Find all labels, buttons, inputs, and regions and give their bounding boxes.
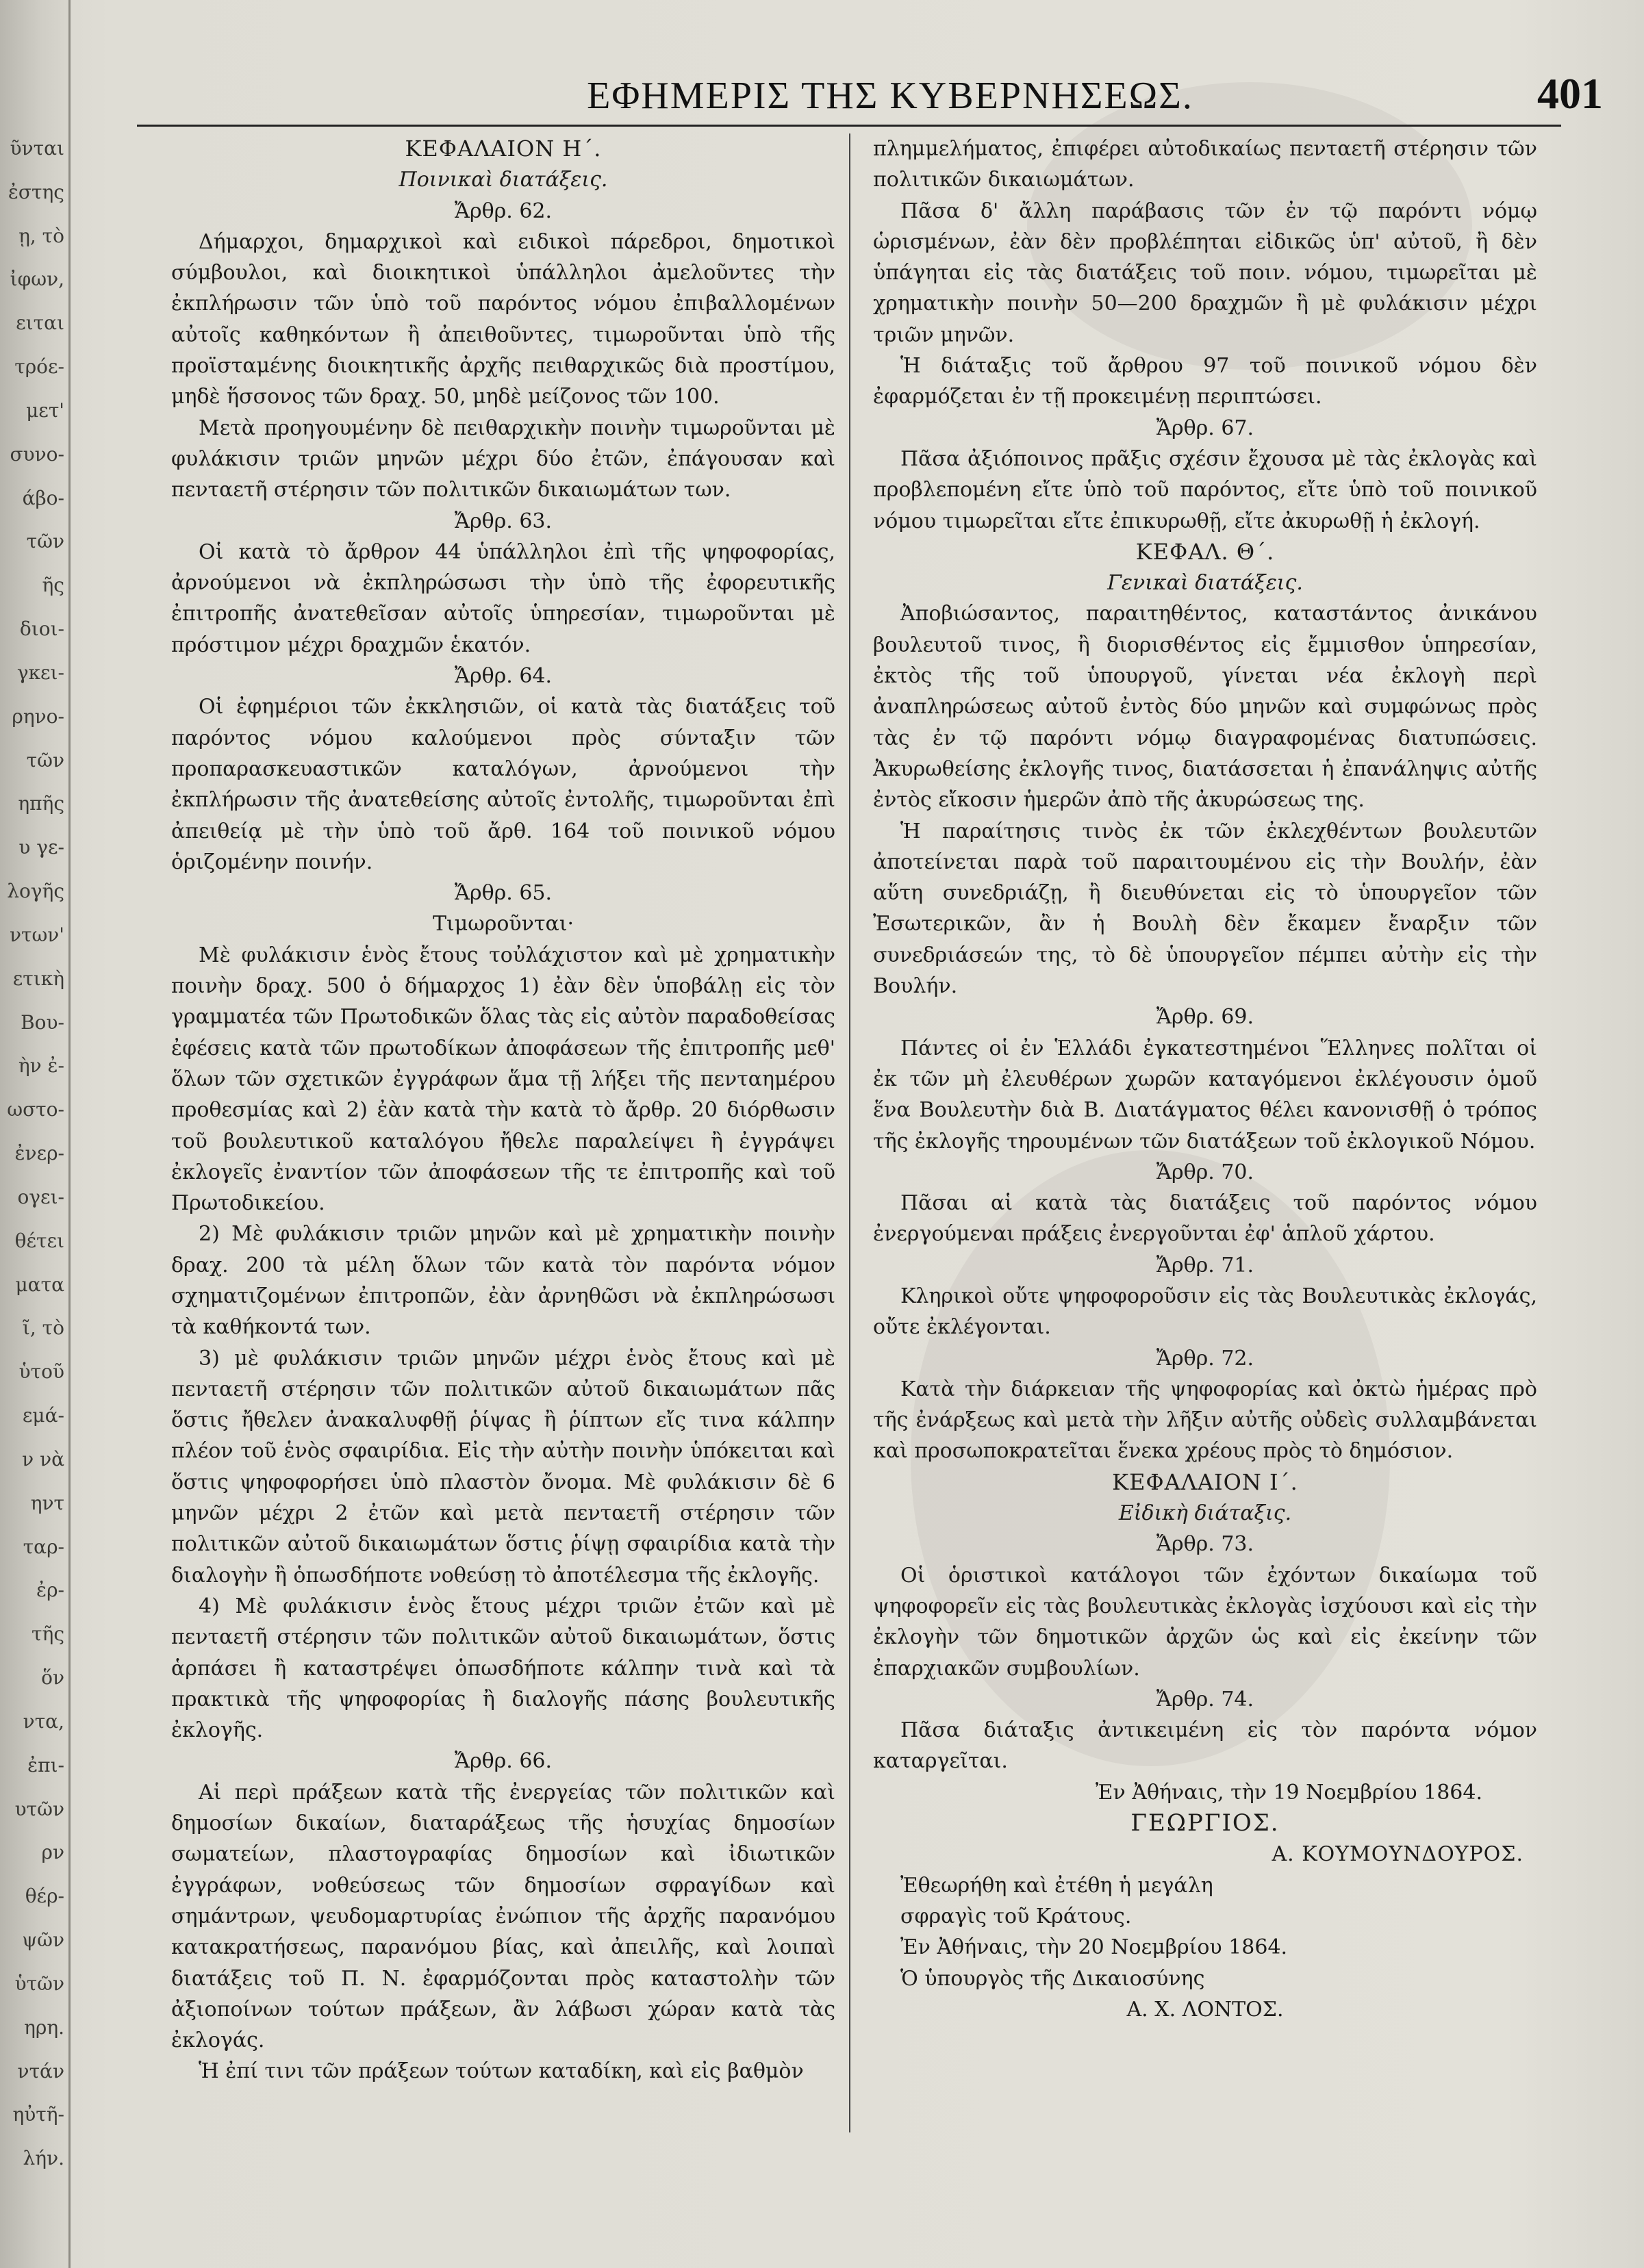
spine-text-fragment: μετ'	[26, 398, 64, 422]
spine-text-fragment: λήν.	[23, 2147, 64, 2170]
spine-text-fragment: ηπῆς	[18, 792, 64, 815]
spine-text-fragment: ῃ, τὸ	[18, 224, 64, 247]
article-paragraph: Πᾶσαι αἱ κατὰ τὰς διατάξεις τοῦ παρόντος νόμου ἐνεργούμεναι πράξεις ἐνεργοῦνται ἐφ' ἁπλοῦ χάρτου.	[873, 1191, 1537, 1247]
article-paragraph: Πᾶσα δ' ἄλλη παράβασις τῶν ἐν τῷ παρόντι νόμῳ ὡρισμένων, ἐὰν δὲν προβλέπηται εἰδικῶς ὑπ' αὐτοῦ, ἢ δὲν ὑπάγηται εἰς τὰς διατάξεις τοῦ ποιν. νόμου, τιμωρεῖται μὲ χρηματικὴν ποινὴν 50—200 δραχμῶν ἢ μὲ φυλάκισιν μέχρι τριῶν μηνῶν.	[873, 199, 1537, 347]
article-heading: Ἄρθρ. 66.	[454, 1749, 553, 1774]
spine-text-fragment: εμά-	[22, 1404, 64, 1427]
left-column	[171, 133, 835, 2087]
chapter-heading: ΚΕΦΑΛΑΙΟΝ Η΄.	[405, 136, 602, 162]
spine-text-fragment: γκει-	[16, 661, 64, 684]
article-lead: Τιμωροῦνται·	[432, 912, 574, 936]
spine-text-fragment: ωστο-	[7, 1098, 64, 1121]
article-heading: Ἄρθρ. 74.	[1156, 1687, 1254, 1711]
article-paragraph: Ἀποβιώσαντος, παραιτηθέντος, καταστάντος ἀνικάνου βουλευτοῦ τινος, ἢ διορισθέντος εἰς ἔμμισθον ὑπηρεσίαν, ἐκτὸς τῆς τοῦ ὑπουργοῦ, γίνεται νέα ἐκλογὴ περὶ ἀναπληρώσεως αὐτοῦ ἐντὸς δύο μηνῶν καὶ συμφώνως πρὸς τὰς ἐν τῷ παρόντι νόμῳ διαγραφομένας διατυπώσεις. Ἀκυρωθείσης ἐκλογῆς τινος, διατάσσεται ἡ ἐπανάληψις αὐτῆς ἐντὸς εἴκοσιν ἡμερῶν ἀπὸ τῆς ἀκυρώσεως της.	[873, 602, 1537, 813]
chapter-subheading: Γενικαὶ διατάξεις.	[1107, 571, 1303, 596]
article-paragraph: Κατὰ τὴν διάρκειαν τῆς ψηφοφορίας καὶ ὀκτὼ ἡμέρας πρὸ τῆς ἐνάρξεως καὶ μετὰ τὴν λῆξιν αὐτῆς οὐδεὶς συλλαμβάνεται καὶ προσωποκρατεῖται ἕνεκα χρέους πρὸς τὸ δημόσιον.	[873, 1377, 1537, 1464]
spine-text-fragment: διοι-	[19, 617, 64, 641]
date-line: Ἐν Ἀθήναις, τὴν 20 Νοεμβρίου 1864.	[900, 1935, 1288, 1960]
spine-text-fragment: ετικὴ	[12, 967, 64, 990]
chapter-heading: ΚΕΦΑΛ. Θ΄.	[1135, 538, 1275, 565]
spine-text-fragment: ηντ	[30, 1491, 64, 1514]
article-paragraph: Δήμαρχοι, δημαρχικοὶ καὶ ειδικοὶ πάρεδροι, δημοτικοὶ σύμβουλοι, καὶ διοικητικοὶ ὑπάλληλοι ἀμελοῦντες τὴν ἐκπλήρωσιν τῶν ὑπὸ τοῦ παρόντος νόμου ἐπιβαλλομένων αὐτοῖς καθηκόντων ἢ ἀπειθοῦντες, τιμωροῦνται ὑπὸ τῆς προϊσταμένης διοικητικῆς ἀρχῆς πειθαρχικῶς διὰ προστίμου, μηδὲ ἥσσονος τῶν δραχ. 50, μηδὲ μείζονος τῶν 100.	[171, 229, 835, 409]
article-heading: Ἄρθρ. 69.	[1156, 1005, 1254, 1030]
paper-stain	[1027, 82, 1472, 370]
article-heading: Ἄρθρ. 70.	[1156, 1160, 1254, 1184]
spine-text-fragment: τῶν	[26, 748, 64, 772]
spine-text-fragment: ρν	[41, 1841, 64, 1864]
spine-text-fragment: ὴν ἐ-	[18, 1054, 64, 1078]
chapter-heading: ΚΕΦΑΛΑΙΟΝ Ι΄.	[1112, 1468, 1298, 1495]
article-paragraph: Ἡ παραίτησις τινὸς ἐκ τῶν ἐκλεχθέντων βουλευτῶν ἀποτείνεται παρὰ τοῦ παραιτουμένου εἰς τὴν Βουλήν, ἐὰν αὕτη συνεδριάζῃ, ἢ διευθύνεται εἰς τὸ ὑπουργεῖον τῶν Ἐσωτερικῶν, ἂν ἡ Βουλὴ δὲν ἔκαμεν ἔναρξιν τῶν συνεδριάσεών της, τὸ δὲ ὑπουργεῖον πέμπει αὐτὴν εἰς τὴν Βουλήν.	[873, 819, 1537, 999]
article-paragraph: Μετὰ προηγουμένην δὲ πειθαρχικὴν ποινὴν τιμωροῦνται μὲ φυλάκισιν τριῶν μηνῶν μέχρι δύο ἐτῶν, ἐπάγουσαν καὶ πενταετῆ στέρησιν τῶν πολιτικῶν δικαιωμάτων των.	[171, 416, 835, 502]
signature-minister: Α. ΚΟΥΜΟΥΝΔΟΥΡΟΣ.	[1272, 1842, 1523, 1867]
spine-text-fragment: υτῶν	[14, 1797, 64, 1820]
article-paragraph: Πᾶσα ἀξιόποινος πρᾶξις σχέσιν ἔχουσα μὲ τὰς ἐκλογὰς καὶ προβλεπομένη εἴτε ὑπὸ τοῦ παρόντος, εἴτε ὑπὸ τοῦ ποινικοῦ νόμου τιμωρεῖται εἴτε ἐπικυρωθῇ, εἴτε ἀκυρωθῇ ἡ ἐκλογή.	[873, 446, 1537, 533]
spine-text-fragment: ἰφων,	[10, 268, 64, 291]
article-heading: Ἄρθρ. 73.	[1156, 1532, 1254, 1557]
spine-text-fragment: ἐπι-	[27, 1753, 64, 1776]
date-line: Ἐν Ἀθήναις, τὴν 19 Νοεμβρίου 1864.	[1095, 1780, 1482, 1805]
spine-text-fragment: ὑτοῦ	[18, 1360, 64, 1384]
adjacent-page-strip	[0, 0, 71, 2268]
spine-text-fragment: ντάν	[17, 2059, 64, 2082]
article-paragraph: Οἱ κατὰ τὸ ἄρθρον 44 ὑπάλληλοι ἐπὶ τῆς ψηφοφορίας, ἀρνούμενοι νὰ ἐκπληρώσωσι τὴν ὑπὸ τῆς ἐφορευτικῆς ἐπιτροπῆς ἀνατεθεῖσαν αὐτοῖς ὑπηρεσίαν, τιμωροῦνται μὲ πρόστιμον μέχρι δραχμῶν ἑκατόν.	[171, 539, 835, 657]
spine-text-fragment: ὅν	[41, 1666, 64, 1690]
article-paragraph: Πᾶσα διάταξις ἀντικειμένη εἰς τὸν παρόντα νόμον καταργεῖται.	[873, 1718, 1537, 1774]
article-paragraph: Αἱ περὶ πράξεων κατὰ τῆς ἐνεργείας τῶν πολιτικῶν καὶ δημοσίων δικαίων, διαταράξεως τῆς ἡσυχίας δημοσίων σωματείων, πλαστογραφίας δημοσίων καὶ ἰδιωτικῶν ἐγγράφων, νοθεύσεως τῶν δημοσίων σφραγίδων καὶ σημάντρων, ψευδομαρτυρίας ἐνώπιον τῆς ἀρχῆς παρανόμου κατακρατήσεως, παρανόμου βίας, καὶ ἀπειλῆς, καὶ λοιπαὶ διατάξεις τοῦ Π. Ν. ἐφαρμόζονται πρὸς καταστολὴν τῶν ἀξιοποίνων τούτων πράξεων, ἂν λάβωσι χώραν κατὰ τὰς ἐκλογάς.	[171, 1780, 835, 2053]
seal-line: σφραγὶς τοῦ Κράτους.	[900, 1904, 1132, 1928]
page-header	[68, 68, 1644, 123]
article-paragraph: Οἱ ἐφημέριοι τῶν ἐκκλησιῶν, οἱ κατὰ τὰς διατάξεις τοῦ παρόντος νόμου καλούμενοι πρὸς σύνταξιν τῶν προπαρασκευαστικῶν καταλόγων, ἀρνούμενοι τὴν ἐκπλήρωσιν τῆς ἀνατεθείσης αὐτοῖς ἐντολῆς, τιμωροῦνται ἐπὶ ἀπειθείᾳ μὲ τὴν ὑπὸ τοῦ ἄρθ. 164 τοῦ ποινικοῦ νόμου ὁριζομένην ποινήν.	[171, 695, 835, 874]
article-paragraph: Ἡ διάταξις τοῦ ἄρθρου 97 τοῦ ποινικοῦ νόμου δὲν ἐφαρμόζεται ἐν τῇ προκειμένῃ περιπτώσει.	[873, 354, 1537, 409]
article-heading: Ἄρθρ. 63.	[454, 509, 553, 533]
article-paragraph: πλημμελήματος, ἐπιφέρει αὐτοδικαίως πενταετῆ στέρησιν τῶν πολιτικῶν δικαιωμάτων.	[873, 137, 1537, 192]
spine-text-fragment: τῶν	[26, 530, 64, 553]
spine-text-fragment: θέτει	[14, 1229, 64, 1252]
spine-text-fragment: ν νὰ	[22, 1447, 64, 1470]
article-heading: Ἄρθρ. 62.	[454, 199, 553, 223]
spine-text-fragment: ντα,	[23, 1709, 64, 1733]
page-number: 401	[1537, 69, 1603, 118]
spine-text-fragment: ηρη.	[24, 2015, 64, 2039]
spine-text-fragment: υ γε-	[18, 836, 64, 859]
spine-text-fragment: λογῆς	[7, 880, 64, 903]
article-paragraph: Κληρικοὶ οὔτε ψηφοφοροῦσιν εἰς τὰς Βουλευτικὰς ἐκλογάς, οὔτε ἐκλέγονται.	[873, 1284, 1537, 1340]
article-paragraph: 2) Μὲ φυλάκισιν τριῶν μηνῶν καὶ μὲ χρηματικὴν ποινὴν δραχ. 200 τὰ μέλη ὅλων τῶν κατὰ τὸν παρόντα νόμον σχηματιζομένων ἐπιτροπῶν, ἐὰν ἀρνηθῶσι νὰ ἐκπληρώσωσι τὰ καθήκοντά των.	[171, 1222, 835, 1340]
seal-line: Ἐθεωρήθη καὶ ἐτέθη ἡ μεγάλη	[900, 1873, 1213, 1898]
spine-text-fragment: ῆς	[42, 574, 64, 597]
chapter-subheading: Εἰδικὴ διάταξις.	[1118, 1501, 1292, 1526]
spine-text-fragment: ῖ, τὸ	[22, 1316, 64, 1340]
article-heading: Ἄρθρ. 64.	[454, 664, 553, 689]
spine-text-fragment: Βου-	[21, 1010, 64, 1034]
signature-justice: Α. Χ. ΛΟΝΤΟΣ.	[1126, 1997, 1284, 2022]
spine-text-fragment: άβο-	[22, 486, 64, 509]
article-paragraph: Πάντες οἱ ἐν Ἑλλάδι ἐγκατεστημένοι Ἕλληνες πολῖται οἱ ἐκ τῶν μὴ ἐλευθέρων χωρῶν καταγόμενοι ἐκλέγουσιν ὁμοῦ ἕνα Βουλευτὴν διὰ Β. Διατάγματος θέλει κανονισθῇ ὁ τρόπος τῆς ἐκλογῆς τηρουμένων τῶν διατάξεων τοῦ ἐκλογικοῦ Νόμου.	[873, 1036, 1537, 1154]
spine-text-fragment: ματα	[15, 1273, 64, 1296]
spine-text-fragment: ὑτῶν	[14, 1972, 64, 1995]
spine-text-fragment: τῆς	[31, 1622, 64, 1646]
article-paragraph: 4) Μὲ φυλάκισιν ἑνὸς ἔτους μέχρι τριῶν ἐτῶν καὶ μὲ πενταετῆ στέρησιν τῶν πολιτικῶν αὐτοῦ δικαιωμάτων, ὅστις ἁρπάσει ἢ καταστρέψει ὁπωσδήποτε κάλπην τινὰ καὶ τὰ πρακτικὰ τῆς ψηφοφορίας ἢ διαλογῆς πάσης βουλευτικῆς ἐκλογῆς.	[171, 1594, 835, 1743]
article-heading: Ἄρθρ. 71.	[1156, 1253, 1254, 1277]
chapter-subheading: Ποινικαὶ διατάξεις.	[399, 168, 608, 192]
spine-text-fragment: ταρ-	[23, 1535, 64, 1558]
article-paragraph: 3) μὲ φυλάκισιν τριῶν μηνῶν μέχρι ἑνὸς ἔτους καὶ μὲ πενταετῆ στέρησιν τῶν πολιτικῶν αὐτοῦ δικαιωμάτων πᾶς ὅστις ἤθελεν ἀνακαλυφθῇ ῥίψας ἢ ῥίπτων εἴς τινα κάλπην πλέον τοῦ ἑνὸς σφαιρίδια. Εἰς τὴν αὐτὴν ποινὴν ὑπόκειται καὶ ὅστις ψηφοφορήσει ὑπὸ πλαστὸν ὄνομα. Μὲ φυλάκισιν δὲ 6 μηνῶν μέχρι 2 ἐτῶν καὶ μετὰ πενταετῆ στέρησιν τῶν πολιτικῶν αὐτοῦ δικαιωμάτων ὅστις ῥίψῃ σφαιρίδια κατὰ τὴν διαλογὴν ἢ ὁπωσδήποτε νοθεύσῃ τὸ ἀποτέλεσμα τῆς ἐκλογῆς.	[171, 1346, 835, 1588]
spine-text-fragment: ογει-	[17, 1185, 64, 1208]
paper-stain	[911, 1150, 1390, 1766]
spine-text-fragment: θέρ-	[25, 1885, 64, 1908]
spine-text-fragment: ἐνερ-	[14, 1142, 64, 1165]
spine-text-fragment: τρόε-	[14, 355, 64, 379]
article-heading: Ἄρθρ. 65.	[454, 881, 553, 906]
article-paragraph: Μὲ φυλάκισιν ἑνὸς ἔτους τοὐλάχιστον καὶ μὲ χρηματικὴν ποινὴν δραχ. 500 ὁ δήμαρχος 1) ἐὰν δὲν ὑποβάλῃ εἰς τὸν γραμματέα τῶν Πρωτοδικῶν ὅλας τὰς εἰς αὐτὸν παραδοθείσας ἐφέσεις κατὰ τῶν πρωτοδίκων ἀποφάσεων τῆς ἐπιτροπῆς μεθ' ὅλων τῶν σχετικῶν ἐγγράφων ἅμα τῇ λήξει τῆς πενταημέρου προθεσμίας καὶ 2) ἐὰν κατὰ τὴν κατὰ τὸ ἄρθρ. 20 διόρθωσιν τοῦ βουλευτικοῦ καταλόγου ἤθελε παραλείψει ἢ ἐγγράψει ἐκλογεῖς ἐναντίον τῶν ἀποφάσεων τῆς τε ἐπιτροπῆς καὶ τοῦ Πρωτοδικείου.	[171, 943, 835, 1216]
signature-king: ΓΕΩΡΓΙΟΣ.	[1130, 1809, 1280, 1837]
spine-text-fragment: ειται	[16, 311, 64, 335]
minister-title: Ὁ ὑπουργὸς τῆς Δικαιοσύνης	[900, 1966, 1205, 1991]
spine-text-fragment: ῦνται	[10, 137, 64, 160]
spine-text-fragment: ἐστης	[8, 180, 64, 203]
newspaper-title: ΕΦΗΜΕΡΙΣ ΤΗΣ ΚΥΒΕΡΝΗΣΕΩΣ.	[587, 75, 1193, 117]
spine-text-fragment: ντων'	[9, 923, 64, 946]
spine-text-fragment: ηὐτῆ-	[12, 2103, 64, 2126]
article-paragraph: Οἱ ὁριστικοὶ κατάλογοι τῶν ἐχόντων δικαίωμα τοῦ ψηφοφορεῖν εἰς τὰς βουλευτικὰς ἐκλογὰς ἰσχύουσι καὶ εἰς τὴν ἐκλογὴν τῶν δημοτικῶν ἀρχῶν ὡς καὶ εἰς ἐκείνην τῶν ἐπαρχιακῶν συμβουλίων.	[873, 1563, 1537, 1681]
article-heading: Ἄρθρ. 72.	[1156, 1346, 1254, 1371]
spine-text-fragment: συνο-	[10, 442, 64, 466]
column-divider	[849, 133, 850, 2132]
spine-text-fragment: ρηνο-	[12, 704, 64, 728]
spine-text-fragment: ἐρ-	[36, 1579, 64, 1602]
spine-text-fragment: ψῶν	[22, 1928, 64, 1952]
article-heading: Ἄρθρ. 67.	[1156, 416, 1254, 440]
article-paragraph: Ἡ ἐπί τινι τῶν πράξεων τούτων καταδίκη, καὶ εἰς βαθμὸν	[199, 2059, 804, 2084]
